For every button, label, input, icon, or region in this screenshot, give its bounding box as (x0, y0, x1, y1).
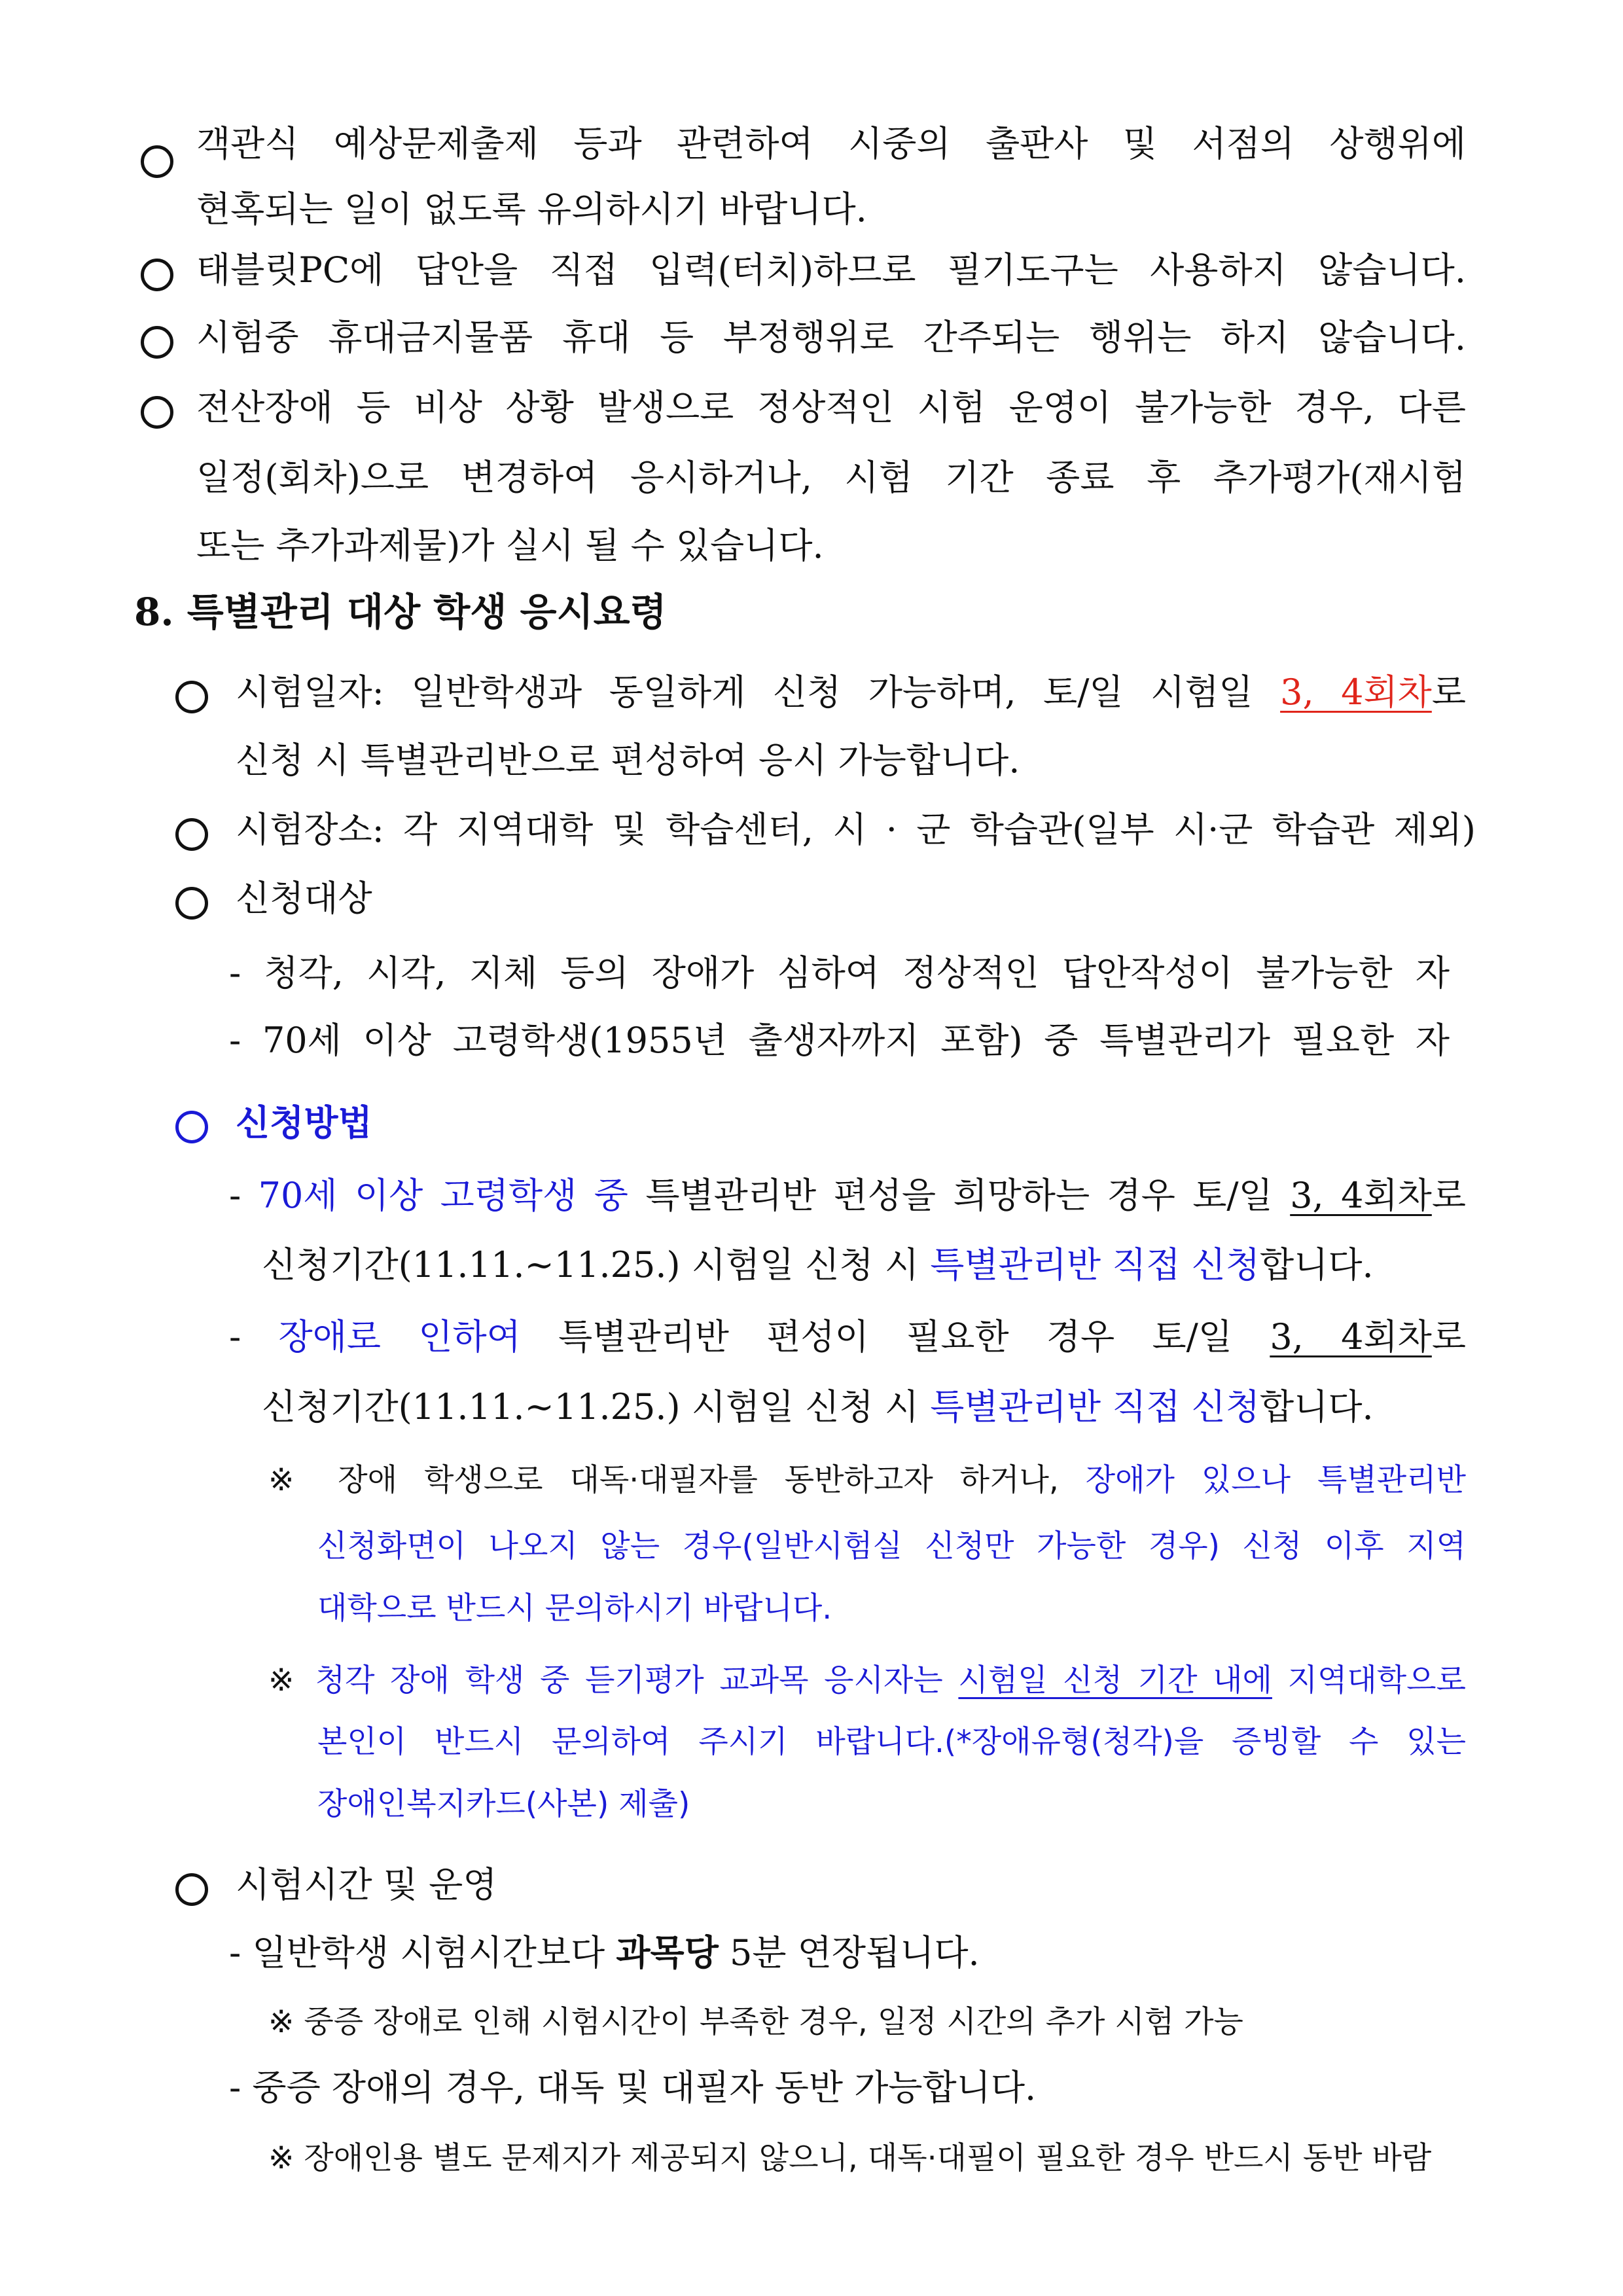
exam-date-text: 시험일자: 일반학생과 동일하게 신청 가능하며, 토/일 시험일 (236, 672, 1281, 713)
note-line: ※ 장애인용 별도 문제지가 제공되지 않으니, 대독·대필이 필요한 경우 반드시 동반 바람 (268, 2140, 1432, 2176)
direct-apply-highlight: 특별관리반 직접 신청 (930, 1244, 1260, 1285)
dash: - (229, 1316, 279, 1357)
method-a-suffix: 로 (1431, 1175, 1466, 1216)
method-item-b-line2 (262, 1374, 1466, 1440)
direct-apply-highlight: 특별관리반 직접 신청 (930, 1386, 1260, 1427)
circle-bullet-icon (175, 887, 208, 920)
session-underline: 3, 4회차 (1290, 1175, 1432, 1216)
method-a-highlight: 70세 이상 고령학생 중 (258, 1175, 628, 1216)
circle-bullet-icon (175, 1111, 208, 1143)
session-underline: 3, 4회차 (1270, 1316, 1432, 1357)
note-text: ※ 장애 학생으로 대독·대필자를 동반하고자 하거나, (268, 1462, 1086, 1498)
paragraph-line: 또는 추가과제물)가 실시 될 수 있습니다. (196, 525, 824, 566)
method-item-a-line2 (262, 1232, 1466, 1298)
note-underline: 시험일 신청 기간 내에 (958, 1662, 1272, 1698)
time-bold: 과목당 (616, 1931, 719, 1973)
circle-bullet-icon (141, 326, 173, 359)
note-line: 대학으로 반드시 문의하시기 바랍니다. (317, 1590, 832, 1626)
method-title: 신청방법 (236, 1102, 372, 1143)
paragraph-line: 전산장애 등 비상 상황 발생으로 정상적인 시험 운영이 불가능한 경우, 다른 (196, 387, 1466, 428)
circle-bullet-icon (175, 681, 208, 713)
session-highlight: 3, 4회차 (1280, 672, 1432, 713)
method-a-end: 합니다. (1260, 1244, 1374, 1285)
time-item: - 중증 장애의 경우, 대독 및 대필자 동반 가능합니다. (229, 2067, 1037, 2108)
note-line: ※ 중증 장애로 인해 시험시간이 부족한 경우, 일정 시간의 추가 시험 가능 (268, 2004, 1243, 2040)
exam-date-suffix: 로 (1431, 672, 1466, 713)
paragraph-line: 객관식 예상문제출제 등과 관련하여 시중의 출판사 및 서점의 상행위에 (196, 123, 1466, 164)
paragraph-line: 현혹되는 일이 없도록 유의하시기 바랍니다. (196, 188, 867, 230)
time-text: - 일반학생 시험시간보다 (229, 1932, 616, 1973)
apply-period: 신청기간(11.11.~11.25.) 시험일 신청 시 (262, 1386, 931, 1427)
dash: - (229, 1175, 259, 1216)
target-item: - 70세 이상 고령학생(1955년 출생자까지 포함) 중 특별관리가 필요한 자 (229, 1020, 1450, 1061)
exam-place-line: 시험장소: 각 지역대학 및 학습센터, 시 · 군 학습관(일부 시·군 학습관 제외) (236, 809, 1476, 850)
circle-bullet-icon (175, 1873, 208, 1906)
method-b-highlight: 장애로 인하여 (278, 1316, 521, 1357)
paragraph-line: 시험중 휴대금지물품 휴대 등 부정행위로 간주되는 행위는 하지 않습니다. (196, 317, 1466, 358)
method-b-text: 특별관리반 편성이 필요한 경우 토/일 (520, 1316, 1270, 1357)
method-a-text: 특별관리반 편성을 희망하는 경우 토/일 (628, 1175, 1291, 1216)
paragraph-line: 일정(회차)으로 변경하여 응시하거나, 시험 기간 종료 후 추가평가(재시험 (196, 457, 1466, 498)
method-item-b (229, 1304, 1466, 1370)
time-title: 시험시간 및 운영 (236, 1864, 497, 1905)
time-text-end: 5분 연장됩니다. (718, 1932, 980, 1973)
circle-bullet-icon (175, 818, 208, 851)
circle-bullet-icon (141, 259, 173, 291)
note-line: 신청화면이 나오지 않는 경우(일반시험실 신청만 가능한 경우) 신청 이후 지역 (317, 1528, 1466, 1564)
target-item: - 청각, 시각, 지체 등의 장애가 심하여 정상적인 답안작성이 불가능한 자 (229, 952, 1450, 994)
method-b-suffix: 로 (1431, 1316, 1466, 1357)
paragraph-line: 태블릿PC에 답안을 직접 입력(터치)하므로 필기도구는 사용하지 않습니다. (196, 249, 1466, 291)
note-mark: ※ (268, 1662, 315, 1698)
apply-period: 신청기간(11.11.~11.25.) 시험일 신청 시 (262, 1244, 931, 1285)
note-text-end: 지역대학으로 (1272, 1662, 1466, 1698)
circle-bullet-icon (141, 396, 173, 429)
paragraph-line: 신청 시 특별관리반으로 편성하여 응시 가능합니다. (236, 740, 1020, 781)
note-highlight: 장애가 있으나 특별관리반 (1085, 1462, 1466, 1498)
time-item (229, 1920, 1466, 1985)
section-heading: 8. 특별관리 대상 학생 응시요령 (134, 590, 667, 634)
note-line: 장애인복지카드(사본) 제출) (317, 1786, 690, 1822)
note-line: 본인이 반드시 문의하여 주시기 바랍니다.(*장애유형(청각)을 증빙할 수 있는 (317, 1724, 1466, 1760)
target-title: 신청대상 (236, 878, 372, 919)
method-b-end: 합니다. (1260, 1386, 1374, 1427)
note-line (268, 1448, 1466, 1513)
exam-date-line (236, 660, 1466, 725)
note-text: 청각 장애 학생 중 듣기평가 교과목 응시자는 (315, 1662, 959, 1698)
note-line (268, 1648, 1466, 1713)
method-item-a (229, 1163, 1466, 1229)
circle-bullet-icon (141, 145, 173, 178)
